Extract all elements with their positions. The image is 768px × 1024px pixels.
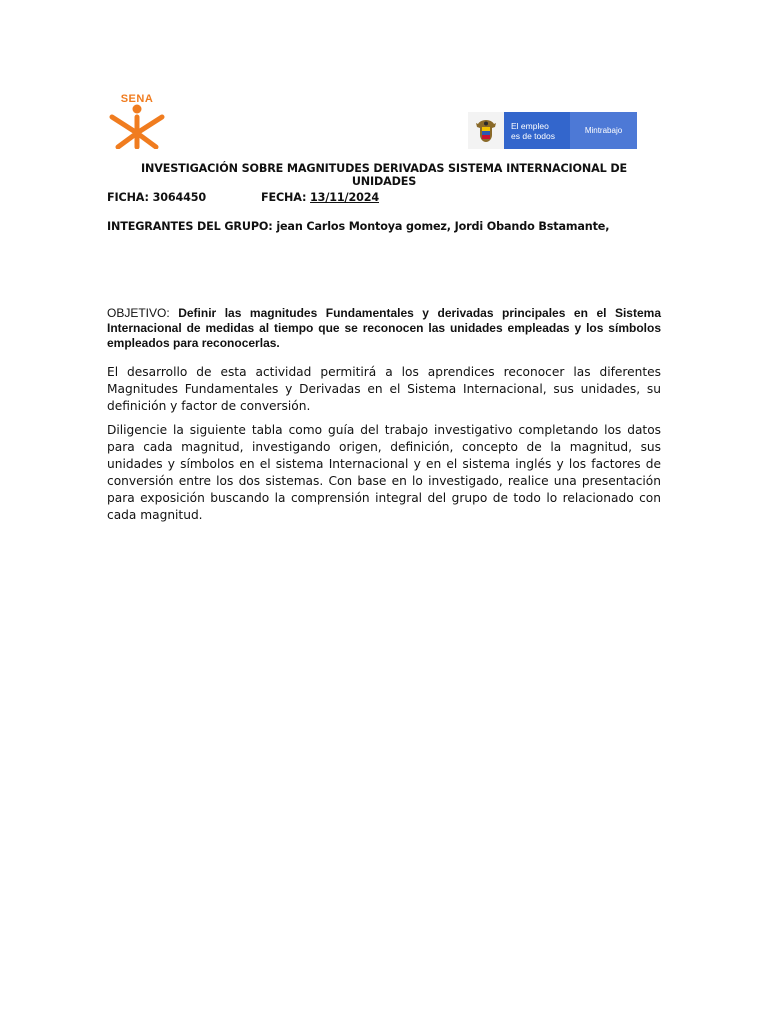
- objective-paragraph: [107, 306, 661, 351]
- ficha-line: [107, 191, 206, 204]
- ficha-value: 3064450: [152, 191, 207, 204]
- gov-banner: [468, 112, 637, 149]
- intro-paragraph: El desarrollo de esta actividad permitirá a los aprendices reconocer las diferentes Magnitudes Fundamentales y Derivadas en el Sistema Internacional, sus unidades, su definición y factor de conversión.: [107, 365, 661, 413]
- objective-label: OBJETIVO:: [107, 306, 170, 320]
- ficha-label: FICHA:: [107, 191, 153, 204]
- gov-ministry: Mintrabajo: [570, 112, 637, 149]
- instructions-paragraph: Diligencie la siguiente tabla como guía del trabajo investigativo completando los datos para cada magnitud, investigando origen, definición, concepto de la magnitud, sus unidades y símbolos en el sistema Internacional y en el sistema inglés y los factores de conversión entre los dos sistemas. Con base en lo investigado, realice una presentación para exposición buscando la comprensión integral del grupo de todo lo relacionado con cada magnitud.: [107, 423, 661, 522]
- gov-slogan: [504, 112, 570, 149]
- sena-logo-icon: [108, 103, 166, 149]
- members-value: jean Carlos Montoya gomez, Jordi Obando Bstamante,: [276, 220, 610, 233]
- fecha-value: 13/11/2024: [310, 191, 379, 204]
- fecha-label: FECHA:: [261, 191, 311, 204]
- gov-slogan-line1: El empleo: [511, 120, 549, 131]
- sena-logo-text: SENA: [120, 93, 154, 105]
- gov-slogan-line2: es de todos: [511, 130, 555, 141]
- members-label: INTEGRANTES DEL GRUPO:: [107, 220, 277, 233]
- objective-text: Definir las magnitudes Fundamentales y derivadas principales en el Sistema Internacional de medidas al tiempo que se reconocen las unidades empleadas y los símbolos empleados para reconocerlas.: [107, 306, 661, 350]
- fecha-line: [261, 191, 379, 204]
- colombia-shield-icon: [468, 112, 504, 149]
- members-line: [107, 220, 609, 233]
- sena-logo: [108, 93, 166, 149]
- document-title: INVESTIGACIÓN SOBRE MAGNITUDES DERIVADAS SISTEMA INTERNACIONAL DE UNIDADES: [141, 162, 627, 188]
